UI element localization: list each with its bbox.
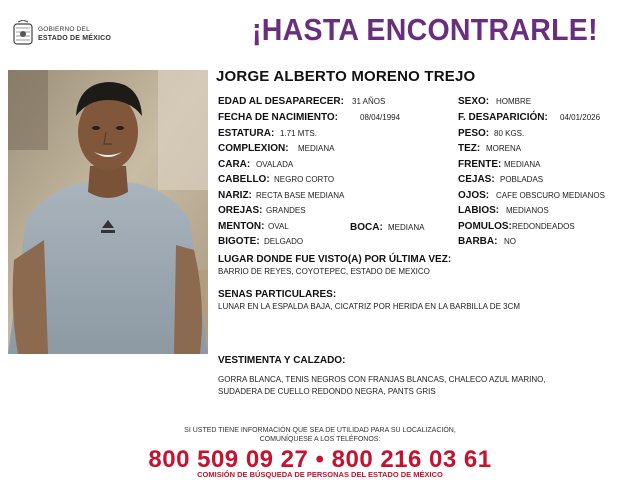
hair-label: CABELLO: <box>218 174 270 185</box>
height-label: ESTATURA: <box>218 128 275 139</box>
state-label: ESTADO DE MÉXICO <box>38 35 112 42</box>
mustache-label: BIGOTE: <box>218 236 260 247</box>
government-logo <box>12 20 112 48</box>
mustache-value: DELGADO <box>264 237 304 246</box>
footer-note-line-1: SI USTED TIENE INFORMACIÓN QUE SEA DE UTILIDAD PARA SU LOCALIZACIÓN, <box>184 427 456 434</box>
sex-label: SEXO: <box>458 96 490 107</box>
weight-label: PESO: <box>458 128 490 139</box>
disappearance-date-value: 04/01/2026 <box>560 113 601 122</box>
build-label: COMPLEXION: <box>218 143 289 154</box>
eyebrows-label: CEJAS: <box>458 174 495 185</box>
cheekbones-value: REDONDEADOS <box>512 222 575 231</box>
person-name: JORGE ALBERTO MORENO TREJO <box>216 68 476 85</box>
birthdate-label: FECHA DE NACIMIENTO: <box>218 112 338 123</box>
last-seen-value: BARRIO DE REYES, COYOTEPEC, ESTADO DE MEXICO <box>218 267 430 276</box>
beard-value: NO <box>504 237 516 246</box>
headline: ¡HASTA ENCONTRARLE! <box>252 12 598 47</box>
nose-label: NARIZ: <box>218 190 252 201</box>
person-portrait-image <box>8 70 208 354</box>
complexion-label: TEZ: <box>458 143 481 154</box>
birthdate-value: 08/04/1994 <box>360 113 401 122</box>
commission-name: COMISIÓN DE BÚSQUEDA DE PERSONAS DEL ESTADO DE MÉXICO <box>197 470 443 479</box>
height-value: 1.71 MTS. <box>280 129 317 138</box>
phone-number-2[interactable]: 800 216 03 61 <box>331 446 492 473</box>
phone-number-1[interactable]: 800 509 09 27 <box>148 446 309 473</box>
hair-value: NEGRO CORTO <box>274 175 335 184</box>
chin-label: MENTON: <box>218 221 265 232</box>
chin-value: OVAL <box>268 222 289 231</box>
ears-value: GRANDES <box>266 206 306 215</box>
age-label: EDAD AL DESAPARECER: <box>218 96 344 107</box>
clothing-line-2: SUDADERA DE CUELLO REDONDO NEGRA, PANTS GRIS <box>218 387 436 396</box>
eyebrows-value: POBLADAS <box>500 175 544 184</box>
phone-separator: • <box>315 446 325 473</box>
forehead-label: FRENTE: <box>458 159 502 170</box>
distinguishing-marks-label: SENAS PARTICULARES: <box>218 289 337 300</box>
lips-value: MEDIANOS <box>506 206 549 215</box>
eyes-label: OJOS: <box>458 190 490 201</box>
face-label: CARA: <box>218 159 251 170</box>
nose-value: RECTA BASE MEDIANA <box>256 191 345 200</box>
mouth-value: MEDIANA <box>388 223 425 232</box>
cheekbones-label: POMULOS: <box>458 221 512 232</box>
age-value: 31 AÑOS <box>352 97 386 106</box>
missing-person-photo <box>8 70 208 354</box>
distinguishing-marks-value: LUNAR EN LA ESPALDA BAJA, CICATRIZ POR HERIDA EN LA BARBILLA DE 3CM <box>218 302 521 311</box>
last-seen-label: LUGAR DONDE FUE VISTO(A) POR ÚLTIMA VEZ: <box>218 254 452 265</box>
complexion-value: MORENA <box>486 144 522 153</box>
build-value: MEDIANA <box>298 144 335 153</box>
sex-value: HOMBRE <box>496 97 532 106</box>
state-seal-icon <box>12 20 34 46</box>
weight-value: 80 KGS. <box>494 129 525 138</box>
government-label: GOBIERNO DEL <box>38 26 90 33</box>
mouth-label: BOCA: <box>350 222 383 233</box>
ears-label: OREJAS: <box>218 205 263 216</box>
forehead-value: MEDIANA <box>504 160 541 169</box>
footer-note-line-2: COMUNÍQUESE A LOS TELÉFONOS: <box>259 436 381 443</box>
clothing-line-1: GORRA BLANCA, TENIS NEGROS CON FRANJAS BLANCAS, CHALECO AZUL MARINO, <box>218 375 546 384</box>
beard-label: BARBA: <box>458 236 498 247</box>
disappearance-date-label: F. DESAPARICIÓN: <box>458 112 548 123</box>
lips-label: LABIOS: <box>458 205 500 216</box>
face-value: OVALADA <box>256 160 294 169</box>
eyes-value: CAFE OBSCURO MEDIANOS <box>496 191 605 200</box>
clothing-label: VESTIMENTA Y CALZADO: <box>218 355 346 366</box>
